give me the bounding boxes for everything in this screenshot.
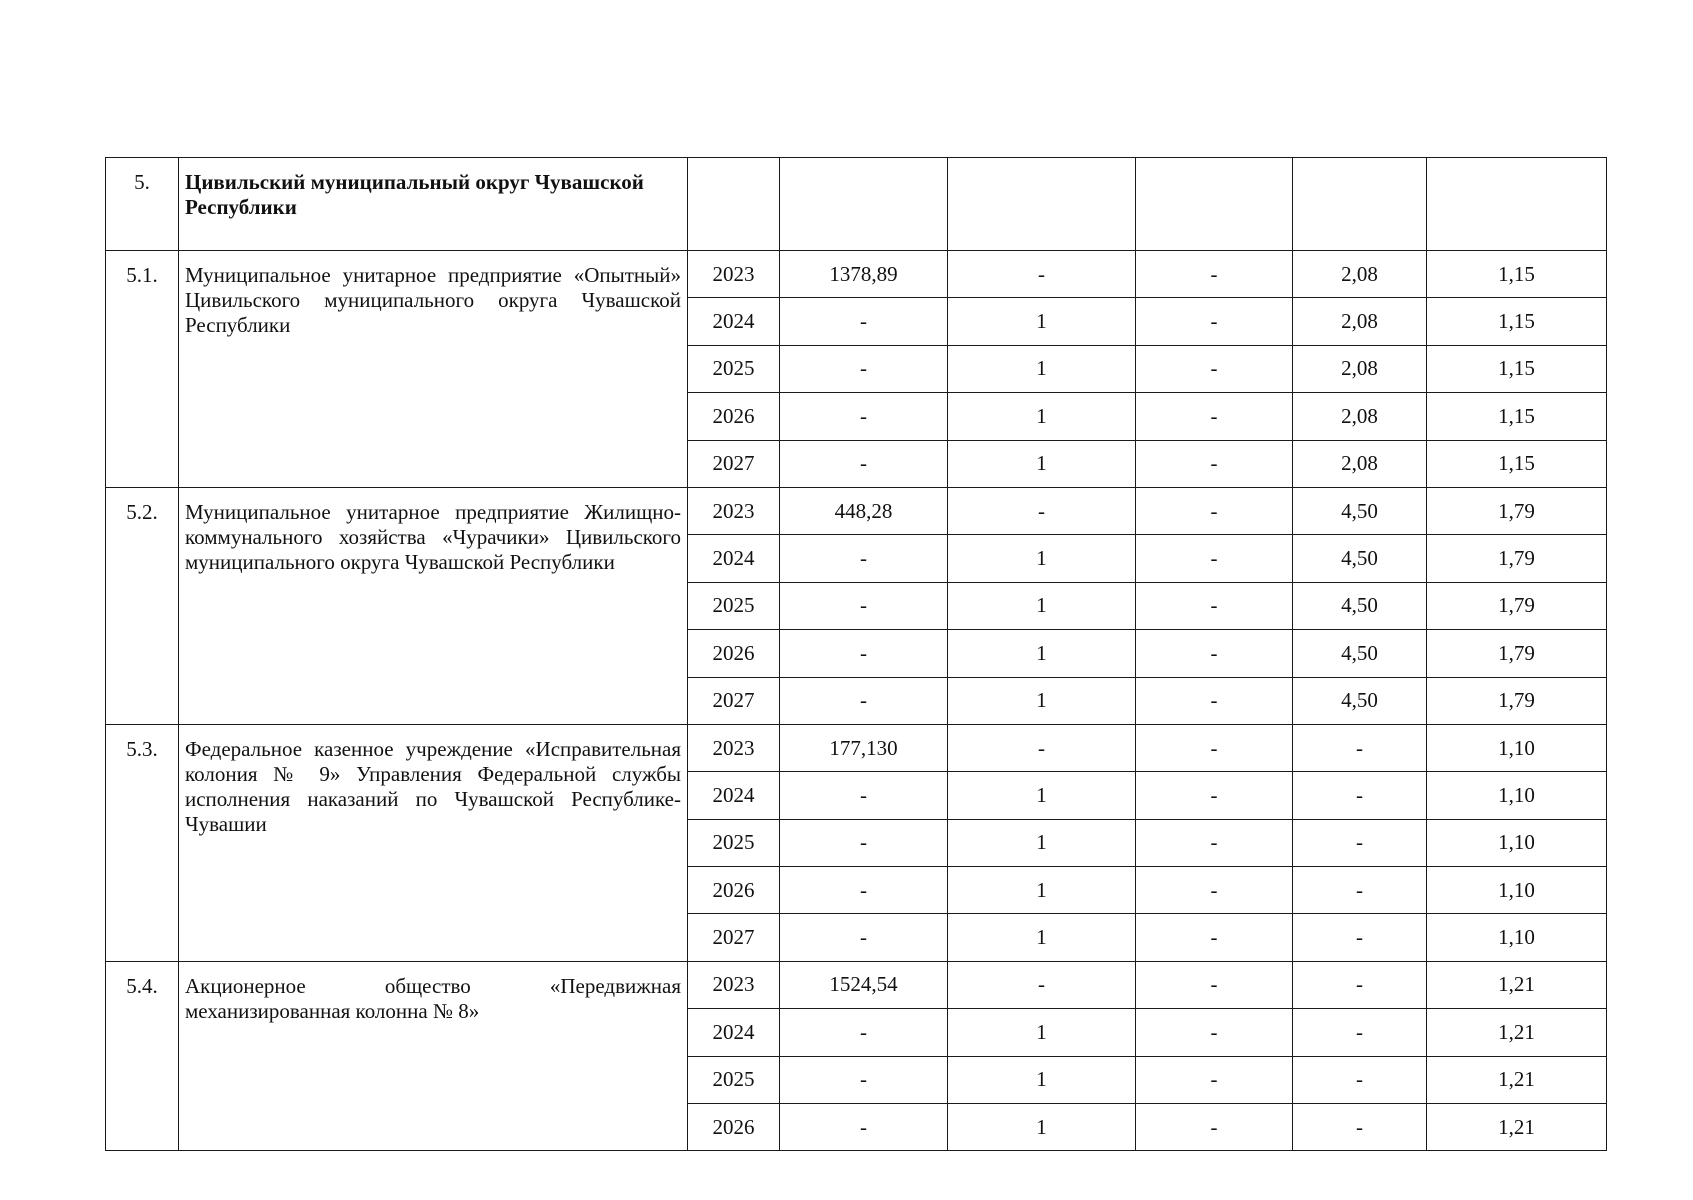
value-cell-4: 4,50 (1293, 677, 1427, 724)
value-cell-4: 4,50 (1293, 582, 1427, 629)
year-cell: 2027 (688, 677, 780, 724)
value-cell-3: - (1136, 487, 1293, 534)
value-cell-3: - (1136, 724, 1293, 771)
value-cell-3: - (1136, 630, 1293, 677)
value-cell-3: - (1136, 251, 1293, 298)
table-row (106, 251, 1607, 298)
value-cell-2: 1 (948, 393, 1136, 440)
value-cell-3: - (1136, 582, 1293, 629)
empty-cell (688, 158, 780, 251)
value-cell-5: 1,15 (1427, 298, 1607, 345)
table-row (106, 961, 1607, 1008)
year-cell: 2023 (688, 961, 780, 1008)
value-cell-3: - (1136, 677, 1293, 724)
value-cell-2: 1 (948, 677, 1136, 724)
value-cell-2: - (948, 724, 1136, 771)
value-cell-2: 1 (948, 1056, 1136, 1103)
value-cell-4: 2,08 (1293, 393, 1427, 440)
value-cell-4: 4,50 (1293, 487, 1427, 534)
value-cell-3: - (1136, 914, 1293, 961)
value-cell-2: 1 (948, 345, 1136, 392)
value-cell-2: 1 (948, 298, 1136, 345)
value-cell-1: - (780, 630, 948, 677)
organization-name: Федеральное казенное учреждение «Исправительная колония № 9» Управления Федеральной службы исполнения наказаний по Чувашской Республике-Чувашии (179, 724, 688, 961)
value-cell-1: - (780, 867, 948, 914)
row-number: 5.1. (106, 251, 179, 488)
value-cell-4: - (1293, 1009, 1427, 1056)
value-cell-1: - (780, 298, 948, 345)
value-cell-5: 1,10 (1427, 724, 1607, 771)
value-cell-3: - (1136, 440, 1293, 487)
value-cell-5: 1,79 (1427, 677, 1607, 724)
value-cell-3: - (1136, 535, 1293, 582)
empty-cell (1293, 158, 1427, 251)
year-cell: 2025 (688, 582, 780, 629)
value-cell-3: - (1136, 819, 1293, 866)
value-cell-4: - (1293, 819, 1427, 866)
value-cell-5: 1,21 (1427, 1009, 1607, 1056)
value-cell-2: 1 (948, 630, 1136, 677)
value-cell-2: - (948, 961, 1136, 1008)
year-cell: 2027 (688, 440, 780, 487)
year-cell: 2027 (688, 914, 780, 961)
value-cell-2: 1 (948, 819, 1136, 866)
value-cell-1: 448,28 (780, 487, 948, 534)
table-row (106, 724, 1607, 771)
year-cell: 2023 (688, 251, 780, 298)
organization-name: Муниципальное унитарное предприятие Жилищно-коммунального хозяйства «Чурачики» Цивильского муниципального округа Чувашской Республики (179, 487, 688, 724)
value-cell-5: 1,15 (1427, 251, 1607, 298)
value-cell-1: - (780, 1104, 948, 1151)
value-cell-4: - (1293, 914, 1427, 961)
empty-cell (1136, 158, 1293, 251)
value-cell-1: - (780, 914, 948, 961)
value-cell-5: 1,79 (1427, 582, 1607, 629)
value-cell-2: 1 (948, 867, 1136, 914)
table-row (106, 487, 1607, 534)
value-cell-3: - (1136, 1056, 1293, 1103)
year-cell: 2024 (688, 298, 780, 345)
year-cell: 2025 (688, 819, 780, 866)
value-cell-1: - (780, 772, 948, 819)
value-cell-2: - (948, 487, 1136, 534)
value-cell-1: 1378,89 (780, 251, 948, 298)
value-cell-2: 1 (948, 772, 1136, 819)
year-cell: 2026 (688, 393, 780, 440)
value-cell-2: 1 (948, 440, 1136, 487)
value-cell-5: 1,21 (1427, 1104, 1607, 1151)
value-cell-5: 1,15 (1427, 440, 1607, 487)
value-cell-5: 1,79 (1427, 487, 1607, 534)
value-cell-2: 1 (948, 535, 1136, 582)
value-cell-3: - (1136, 1104, 1293, 1151)
value-cell-1: 1524,54 (780, 961, 948, 1008)
organization-name: Акционерное общество «Передвижная механизированная колонна № 8» (179, 961, 688, 1151)
value-cell-5: 1,21 (1427, 961, 1607, 1008)
value-cell-2: 1 (948, 582, 1136, 629)
section-number: 5. (106, 158, 179, 251)
year-cell: 2024 (688, 1009, 780, 1056)
year-cell: 2023 (688, 487, 780, 534)
year-cell: 2026 (688, 630, 780, 677)
table-body (106, 158, 1607, 1151)
row-number: 5.3. (106, 724, 179, 961)
value-cell-3: - (1136, 298, 1293, 345)
row-number: 5.4. (106, 961, 179, 1151)
value-cell-4: - (1293, 724, 1427, 771)
value-cell-4: 4,50 (1293, 535, 1427, 582)
value-cell-4: - (1293, 867, 1427, 914)
value-cell-1: - (780, 819, 948, 866)
year-cell: 2024 (688, 772, 780, 819)
value-cell-3: - (1136, 772, 1293, 819)
value-cell-4: 2,08 (1293, 298, 1427, 345)
value-cell-1: 177,130 (780, 724, 948, 771)
value-cell-4: - (1293, 1056, 1427, 1103)
value-cell-2: 1 (948, 1009, 1136, 1056)
value-cell-5: 1,15 (1427, 393, 1607, 440)
empty-cell (948, 158, 1136, 251)
value-cell-1: - (780, 440, 948, 487)
year-cell: 2026 (688, 1104, 780, 1151)
value-cell-4: - (1293, 772, 1427, 819)
value-cell-1: - (780, 393, 948, 440)
year-cell: 2025 (688, 1056, 780, 1103)
year-cell: 2026 (688, 867, 780, 914)
value-cell-5: 1,79 (1427, 535, 1607, 582)
value-cell-5: 1,21 (1427, 1056, 1607, 1103)
value-cell-5: 1,10 (1427, 914, 1607, 961)
value-cell-3: - (1136, 393, 1293, 440)
row-number: 5.2. (106, 487, 179, 724)
value-cell-4: - (1293, 1104, 1427, 1151)
value-cell-2: 1 (948, 914, 1136, 961)
value-cell-3: - (1136, 961, 1293, 1008)
section-title: Цивильский муниципальный округ Чувашской Республики (179, 158, 688, 251)
empty-cell (1427, 158, 1607, 251)
year-cell: 2023 (688, 724, 780, 771)
empty-cell (780, 158, 948, 251)
value-cell-5: 1,15 (1427, 345, 1607, 392)
value-cell-1: - (780, 1009, 948, 1056)
value-cell-5: 1,79 (1427, 630, 1607, 677)
value-cell-4: 2,08 (1293, 345, 1427, 392)
tariff-table (105, 157, 1607, 1151)
value-cell-1: - (780, 1056, 948, 1103)
value-cell-4: 2,08 (1293, 251, 1427, 298)
value-cell-2: - (948, 251, 1136, 298)
value-cell-1: - (780, 345, 948, 392)
value-cell-1: - (780, 582, 948, 629)
year-cell: 2025 (688, 345, 780, 392)
value-cell-1: - (780, 677, 948, 724)
organization-name: Муниципальное унитарное предприятие «Опытный» Цивильского муниципального округа Чувашской Республики (179, 251, 688, 488)
value-cell-5: 1,10 (1427, 819, 1607, 866)
value-cell-5: 1,10 (1427, 772, 1607, 819)
value-cell-2: 1 (948, 1104, 1136, 1151)
section-header-row (106, 158, 1607, 251)
year-cell: 2024 (688, 535, 780, 582)
value-cell-3: - (1136, 1009, 1293, 1056)
value-cell-4: 2,08 (1293, 440, 1427, 487)
value-cell-4: - (1293, 961, 1427, 1008)
value-cell-3: - (1136, 867, 1293, 914)
value-cell-5: 1,10 (1427, 867, 1607, 914)
value-cell-1: - (780, 535, 948, 582)
value-cell-3: - (1136, 345, 1293, 392)
value-cell-4: 4,50 (1293, 630, 1427, 677)
